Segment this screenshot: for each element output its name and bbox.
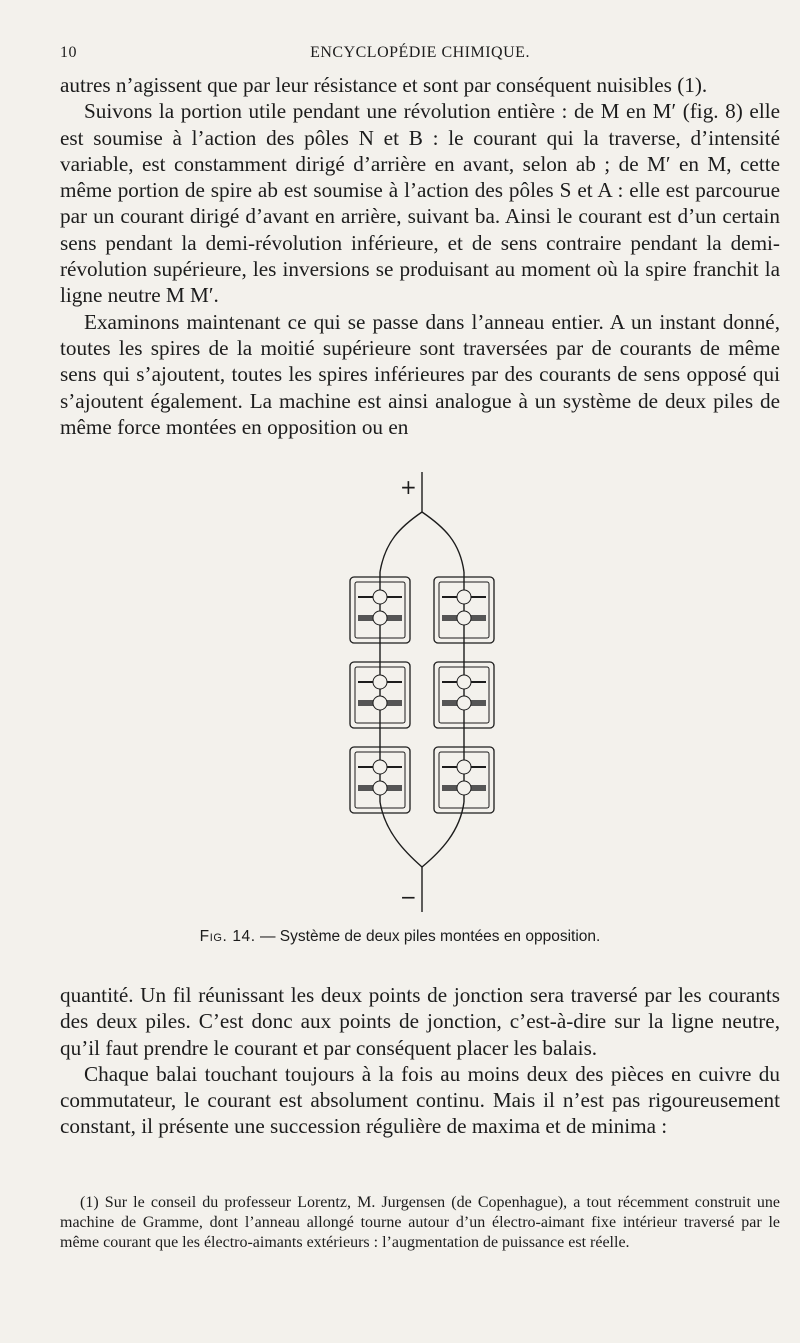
body-text-top xyxy=(60,72,780,440)
right-branch-top xyxy=(422,512,464,572)
caption-text: — Système de deux piles montées en opposition. xyxy=(260,928,601,945)
footnote xyxy=(60,1193,780,1253)
page-number: 10 xyxy=(60,44,77,61)
running-title: ENCYCLOPÉDIE CHIMIQUE. xyxy=(310,44,530,61)
figure-caption xyxy=(0,928,800,946)
body-text-bottom xyxy=(60,982,780,1140)
paragraph-1: autres n’agissent que par leur résistance et sont par conséquent nuisibles (1). xyxy=(60,73,708,97)
plus-terminal-label: + xyxy=(400,475,417,499)
paragraph-3: Examinons maintenant ce qui se passe dans l’anneau entier. A un instant donné, toutes les spires de la moitié supérieure sont traversées par de courants de même sens qui s’ajoutent, toutes les spires inférieures par des courants de sens opposé qui s’ajoutent également. La machine est ainsi analogue à un système de deux piles de même force montées en opposition ou en xyxy=(60,309,780,439)
footnote-text: (1) Sur le conseil du professeur Lorentz, M. Jurgensen (de Copenhague), a tout récemment construit une machine de Gramme, dont l’anneau allongé tourne autour d’un électro-aimant fixe intérieur traversé par le même courant que les électro-aimants extérieurs : l’augmentation de puissance est réelle. xyxy=(60,1194,780,1251)
caption-label: Fig. 14. xyxy=(199,928,256,945)
paragraph-4: quantité. Un fil réunissant les deux points de jonction sera traversé par les courants des deux piles. C’est donc aux points de jonction, c’est-à-dire sur la ligne neutre, qu’il faut prendre le courant et par conséquent placer les balais. xyxy=(60,983,780,1060)
page-header xyxy=(60,44,780,68)
paragraph-2: Suivons la portion utile pendant une révolution entière : de M en M′ (fig. 8) elle est soumise à l’action des pôles N et B : le courant qui la traverse, d’intensité variable, est constamment dirigé d’arrière en avant, selon ab ; de M′ en M, cette même portion de spire ab est soumise à l’action des pôles S et A : elle est parcourue par un courant dirigé d’avant en arrière, suivant ba. Ainsi le courant est d’un certain sens pendant la demi-révolution inférieure, et de sens contraire pendant la demi-révolution supérieure, les inversions se produisant au moment où la spire franchit la ligne neutre M M′. xyxy=(60,99,780,308)
left-branch-bottom xyxy=(380,802,422,867)
figure-14-diagram xyxy=(330,472,510,917)
minus-terminal-label: − xyxy=(400,885,417,909)
battery-opposition-diagram xyxy=(330,472,510,917)
paragraph-5: Chaque balai touchant toujours à la fois au moins deux des pièces en cuivre du commutateur, le courant est absolument continu. Mais il n’est pas rigoureusement constant, il présente une succession régulière de maxima et de minima : xyxy=(60,1061,780,1139)
left-branch-top xyxy=(380,512,422,572)
right-branch-bottom xyxy=(422,802,464,867)
